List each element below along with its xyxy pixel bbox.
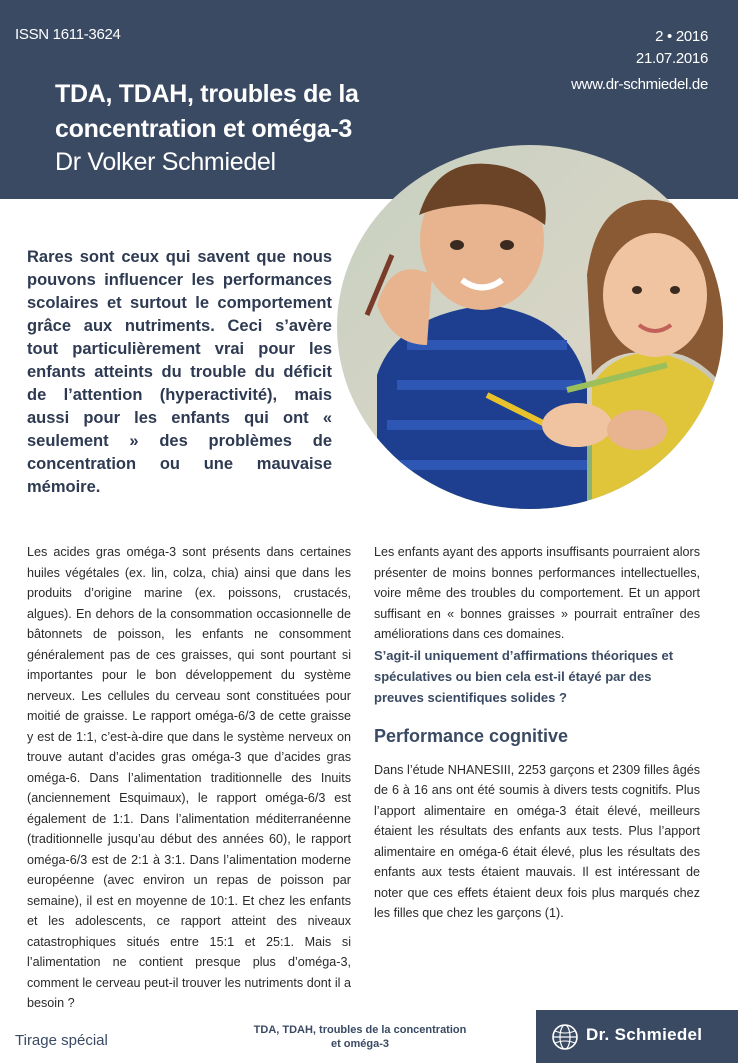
running-title-line-1: TDA, TDAH, troubles de la concentration: [253, 1024, 467, 1036]
running-title: [240, 1023, 480, 1051]
globe-logo-icon: [551, 1023, 579, 1051]
brand-name: Dr. Schmiedel: [586, 1025, 703, 1044]
running-title-line-2: et oméga-3: [330, 1038, 390, 1050]
title-line-1: TDA, TDAH, troubles de la: [55, 80, 359, 108]
question-callout: S’agit-il uniquement d’affirmations théoriques et spéculatives ou bien cela est-il étayé par des preuves scientifiques solides ?: [374, 647, 674, 705]
children-photo: [337, 145, 723, 509]
article-title: [55, 77, 359, 147]
issue-number: 2 • 2016: [655, 28, 708, 45]
issue-meta: [571, 26, 708, 96]
edition-label: Tirage spécial: [15, 1032, 108, 1049]
study-paragraph: Dans l’étude NHANESIII, 2253 garçons et 2309 filles âgés de 6 à 16 ans ont été soumis à divers tests cognitifs. Plus l’apport alimentaire en oméga-3 était élevé, meilleurs étaient les résultats des enfants aux tests. Plus l’apport alimentaire en oméga-6 était élevé, plus les résultats des enfants aux tests étaient mauvais. Il est intéressant de noter que ces effets étaient deux fois plus marqués chez les filles que chez les garçons (1).: [374, 762, 700, 920]
section-heading: Performance cognitive: [374, 725, 569, 746]
consequence-paragraph: Les enfants ayant des apports insuffisants pourraient alors présenter de moins bonnes performances intellectuelles, voire même des troubles du comportement. Et un apport suffisant en « bonnes graisses » pourrait entraîner des améliorations dans ces domaines.: [374, 545, 701, 641]
author-name: Dr Volker Schmiedel: [55, 148, 276, 176]
issue-date: 21.07.2016: [635, 50, 708, 67]
website-link[interactable]: www.dr-schmiedel.de: [571, 76, 708, 93]
title-line-2: concentration et oméga-3: [55, 115, 353, 143]
right-column: [374, 542, 700, 924]
intro-paragraph: Les acides gras oméga-3 sont présents dans certaines huiles végétales (ex. lin, colza, chia) ainsi que dans les produits d’origine marine (ex. poissons, crustacés, algues). En dehors de la consommation occasionnelle de bâtonnets de poisson, les enfants ne consomment généralement pas de ces graisses, qui sont pourtant si importantes pour le bon développement du système nerveux. Les cellules du cerveau sont constituées pour moitié de graisse. Le rapport oméga-6/3 de cette graisse y est de 1:1, c’est-à-dire que dans le système nerveux on trouve autant d’acides gras oméga-3 que d’acides gras oméga-6. Dans l’alimentation traditionnelle des Inuits (anciennement Esquimaux), le rapport oméga-6/3 est également de 1:1. Dans l’alimentation méditerranéenne (traditionnelle jusqu’au début des années 60), le rapport oméga-6/3 est de 2:1 à 3:1. Dans l’alimentation moderne européenne (avec environ un repas de poisson par semaine), il est en moyenne de 10:1. Et chez les enfants et les adolescents, ce rapport atteint des niveaux catastrophiques situés entre 15:1 et 25:1. Mais si l’alimentation ne contient presque plus d’oméga-3, comment le cerveau peut-il trouver les nutriments dont il a besoin ?: [27, 545, 351, 1010]
left-column: [27, 542, 351, 1014]
lead-paragraph: Rares sont ceux qui savent que nous pouvons influencer les performances scolaires et surtout le comportement grâce aux nutriments. Ceci s’avère tout particulièrement vrai pour les enfants atteints du trouble du déficit de l’attention (hyperactivité), mais aussi pour les enfants qui ont « seulement » des problèmes de concentration ou une mauvaise mémoire.: [27, 248, 332, 496]
brand-footer: [536, 1010, 738, 1063]
issn-label: ISSN 1611-3624: [15, 26, 121, 43]
